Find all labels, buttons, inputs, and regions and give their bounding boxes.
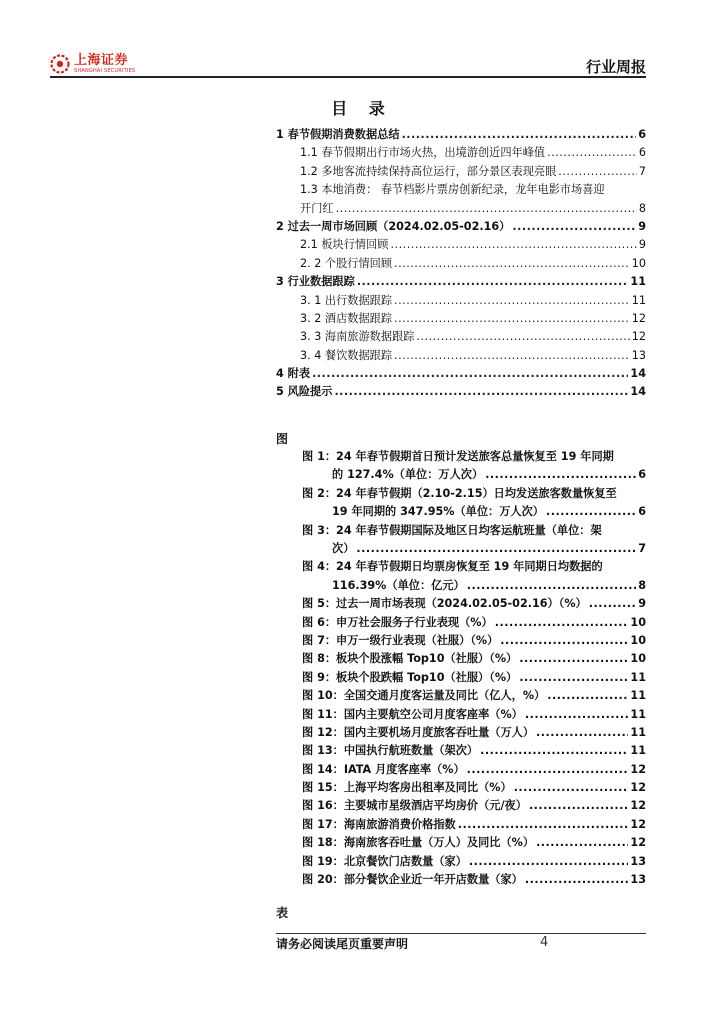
figure-entry[interactable] — [302, 485, 646, 503]
figure-entry-text: 的 127.4%（单位：万人次） — [332, 468, 484, 482]
toc-entry-page: 14 — [630, 367, 646, 381]
figure-entry-page: 9 — [638, 597, 646, 611]
figure-entry-page: 11 — [630, 725, 646, 739]
toc-entry-page: 8 — [638, 201, 646, 215]
figure-entry[interactable] — [302, 614, 646, 632]
figure-entry-page: 12 — [630, 781, 646, 795]
figure-entry[interactable] — [302, 834, 646, 852]
figure-entry-text: 图 13：中国执行航班数量（架次） — [302, 744, 479, 758]
logo-name-en: SHANGHAI SECURITIES — [74, 68, 136, 74]
figure-entry[interactable] — [302, 522, 646, 540]
figure-entry-continuation[interactable] — [302, 540, 646, 558]
toc-entry-text: 3 行业数据跟踪 — [276, 275, 355, 289]
toc-entry[interactable] — [276, 255, 646, 273]
figure-entry[interactable] — [302, 779, 646, 797]
toc-entry[interactable] — [276, 163, 646, 181]
toc-entry-text: 3. 2 酒店数据跟踪 — [300, 311, 393, 325]
figure-entry-page: 12 — [630, 836, 646, 850]
figure-entry-page: 10 — [630, 633, 646, 647]
figure-list — [302, 448, 646, 889]
logo-name-cn: 上海证券 — [74, 53, 129, 68]
figure-entry-page: 11 — [630, 670, 646, 684]
figure-entry[interactable] — [302, 853, 646, 871]
toc-entry-text: 1.2 多地客流持续保持高位运行，部分景区表现亮眼 — [300, 164, 557, 178]
figure-entry-text: 图 10：全国交通月度客运量及同比（亿人，%） — [302, 689, 546, 703]
toc-entry-page: 9 — [638, 219, 646, 233]
toc-entry[interactable] — [276, 365, 646, 383]
toc-entry-text: 3. 3 海南旅游数据跟踪 — [300, 330, 415, 344]
figure-entry-page: 6 — [638, 505, 646, 519]
toc-entry-text: 4 附表 — [276, 367, 311, 381]
figure-entry-text: 图 2：24 年春节假期（2.10-2.15）日均发送旅客数量恢复至 — [302, 486, 617, 500]
figure-entry-text: 116.39%（单位：亿元） — [332, 578, 465, 592]
toc-entry-page: 7 — [638, 164, 646, 178]
figure-entry-text: 次） — [332, 542, 355, 555]
figure-entry[interactable] — [302, 632, 646, 650]
figure-entry-text: 图 17：海南旅游消费价格指数 — [302, 817, 456, 831]
figure-entry-page: 12 — [630, 817, 646, 831]
figure-entry-text: 图 19：北京餐饮门店数量（家） — [302, 854, 467, 868]
figure-entry-text: 图 16：主要城市星级酒店平均房价（元/夜） — [302, 799, 527, 813]
figure-entry-page: 11 — [630, 707, 646, 721]
figure-entry-page: 7 — [638, 542, 646, 555]
page-header — [50, 52, 646, 78]
figure-entry-text: 图 1：24 年春节假期首日预计发送旅客总量恢复至 19 年同期 — [302, 450, 614, 463]
toc-entry-page: 11 — [631, 293, 646, 307]
figure-entry-continuation[interactable] — [302, 577, 646, 595]
toc-entry-text: 3. 1 出行数据跟踪 — [300, 293, 393, 307]
figure-entry-page: 13 — [630, 854, 646, 868]
figure-entry[interactable] — [302, 761, 646, 779]
toc-entry-text: 1.1 春节假期出行市场火热，出境游创近四年峰值 — [300, 146, 546, 160]
figure-entry[interactable] — [302, 871, 646, 889]
page-number: 4 — [540, 935, 549, 950]
figure-entry-text: 图 7：申万一级行业表现（社服）（%） — [302, 633, 499, 647]
toc-entry-text: 2.1 板块行情回顾 — [300, 238, 389, 252]
toc-entry[interactable] — [276, 218, 646, 236]
figure-entry-continuation[interactable] — [302, 503, 646, 521]
header-divider — [50, 76, 646, 78]
figure-entry-text: 19 年同期的 347.95%（单位：万人次） — [332, 505, 544, 519]
toc-entry[interactable] — [276, 328, 646, 346]
toc-entry-page: 10 — [631, 256, 646, 270]
figure-entry-page: 10 — [630, 615, 646, 629]
company-logo — [50, 54, 135, 74]
figure-entry-page: 6 — [638, 468, 646, 482]
toc-entry[interactable] — [276, 383, 646, 401]
toc-entry-page: 6 — [638, 128, 646, 141]
figure-entry-text: 图 8：板块个股涨幅 Top10（社服）（%） — [302, 652, 518, 666]
logo-emblem-icon — [50, 54, 70, 74]
toc-entry-page: 6 — [638, 146, 646, 160]
toc-entry[interactable] — [276, 347, 646, 365]
figure-entry-page: 10 — [630, 652, 646, 666]
figure-entry-text: 图 9：板块个股跌幅 Top10（社服）（%） — [302, 670, 518, 684]
toc-entry[interactable] — [276, 236, 646, 254]
disclaimer-note: 请务必阅读尾页重要声明 — [276, 937, 409, 951]
figure-entry-page: 13 — [630, 873, 646, 887]
toc-entry-text: 2. 2 个股行情回顾 — [300, 256, 393, 270]
toc-entry-continuation[interactable] — [276, 200, 646, 218]
toc-entry-page: 12 — [631, 330, 646, 344]
figure-entry-text: 图 14：IATA 月度客座率（%） — [302, 762, 465, 776]
figure-entry[interactable] — [302, 724, 646, 742]
figure-entry-page: 12 — [630, 762, 646, 776]
figure-entry-text: 图 12：国内主要机场月度旅客吞吐量（万人） — [302, 725, 535, 739]
footer-divider — [276, 933, 646, 934]
toc-entry[interactable] — [276, 126, 646, 144]
figure-entry[interactable] — [302, 669, 646, 687]
toc-entry-text: 1.3 本地消费： 春节档影片票房创新纪录，龙年电影市场喜迎 — [300, 183, 605, 197]
toc-entry[interactable] — [276, 273, 646, 291]
figure-entry-page: 12 — [630, 799, 646, 813]
figure-entry-page: 11 — [630, 689, 646, 703]
figure-entry-text: 图 15：上海平均客房出租率及同比（%） — [302, 781, 512, 795]
figure-entry[interactable] — [302, 448, 646, 466]
toc-entry-text: 3. 4 餐饮数据跟踪 — [300, 348, 393, 362]
toc-entry[interactable] — [276, 181, 646, 199]
figure-entry[interactable] — [302, 558, 646, 576]
toc-entry-text: 1 春节假期消费数据总结 — [276, 128, 400, 141]
toc-entry-page: 13 — [631, 348, 646, 362]
figure-entry[interactable] — [302, 797, 646, 815]
toc-entry[interactable] — [276, 310, 646, 328]
figure-entry[interactable] — [302, 687, 646, 705]
toc-entry-page: 14 — [630, 385, 646, 399]
toc-entry-page: 12 — [631, 311, 646, 325]
figure-entry[interactable] — [302, 595, 646, 613]
toc-entry-page: 9 — [638, 238, 646, 252]
figure-entry-text: 图 11：国内主要航空公司月度客座率（%） — [302, 707, 523, 721]
figures-heading: 图 — [276, 432, 289, 446]
figure-entry[interactable] — [302, 816, 646, 834]
toc-entry[interactable] — [276, 292, 646, 310]
figure-entry-text: 图 18：海南旅客吞吐量（万人）及同比（%） — [302, 836, 535, 850]
toc-entry[interactable] — [276, 144, 646, 162]
table-of-contents — [276, 126, 646, 402]
report-type-label: 行业周报 — [585, 58, 646, 76]
toc-entry-page: 11 — [630, 275, 646, 289]
figure-entry-page: 11 — [630, 744, 646, 758]
toc-entry-text: 开门红 — [300, 201, 334, 215]
toc-entry-text: 5 风险提示 — [276, 385, 333, 399]
figure-entry-text: 图 5：过去一周市场表现（2024.02.05-02.16）（%） — [302, 597, 587, 611]
figure-entry-text: 图 6：申万社会服务子行业表现（%） — [302, 615, 493, 629]
figure-entry-text: 图 20：部分餐饮企业近一年开店数量（家） — [302, 873, 523, 887]
figure-entry-continuation[interactable] — [302, 466, 646, 484]
figure-entry-text: 图 3：24 年春节假期国际及地区日均客运航班量（单位：架 — [302, 523, 602, 537]
figure-entry[interactable] — [302, 650, 646, 668]
toc-entry-text: 2 过去一周市场回顾（2024.02.05-02.16） — [276, 219, 511, 233]
figure-entry-page: 8 — [638, 578, 646, 592]
toc-title: 目 录 — [331, 99, 393, 118]
figure-entry[interactable] — [302, 742, 646, 760]
figure-entry-text: 图 4：24 年春节假期日均票房恢复至 19 年同期日均数据的 — [302, 560, 603, 574]
tables-heading: 表 — [276, 906, 289, 920]
figure-entry[interactable] — [302, 706, 646, 724]
